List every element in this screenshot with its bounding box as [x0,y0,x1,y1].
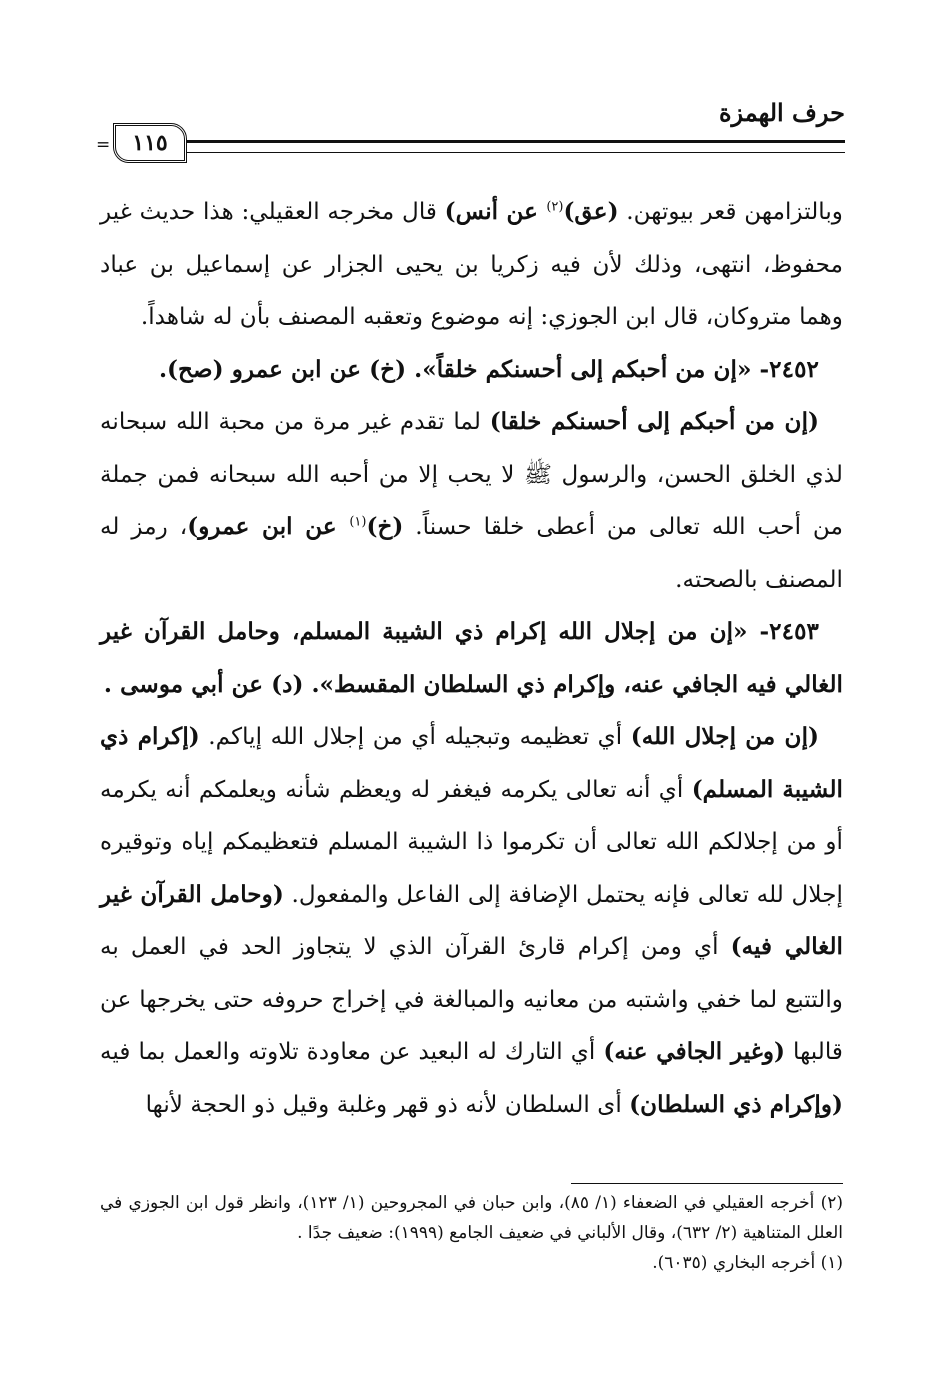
hadith-2453-commentary: (إن من إجلال الله) أي تعظيمه وتبجيله أي من إجلال الله إياكم. (إكرام ذي الشيبة المسلم) أي أنه تعالى يكرمه فيغفر له ويعظم شأنه ويعلمكم أنه يكرمه أو من إجلالكم الله تعالى أن تكرموا ذا الشيبة المسلم فتعظيمكم إياه وتوقيره إجلال لله تعالى فإنه يحتمل الإضافة إلى الفاعل والمفعول. (وحامل القرآن غير الغالي فيه) أي ومن إكرام قارئ القرآن الذي لا يتجاوز الحد في العمل به والتتبع لما خفي واشتبه من معانيه والمبالغة في إخراج حروفه حتى يخرجها عن قالبها (وغير الجافي عنه) أي التارك له البعيد عن معاودة تلاوته والعمل بما فيه (وإكرام ذي السلطان) أى السلطان لأنه ذو قهر وغلبة وقيل ذو الحجة لأنها [100,723,843,1118]
hadith-2452-heading: ٢٤٥٢- «إن من أحبكم إلى أحسنكم خلقاً». (خ) عن ابن عمرو (صح). [158,355,819,383]
footnote: (١) أخرجه البخاري (٦٠٣٥). [652,1253,843,1273]
footnotes [100,1188,843,1278]
paragraph-continuation: وبالتزامهن قعر بيوتهن. (عق)$^{(٢)}$ عن أنس) قال مخرجه العقيلي: هذا حديث غير محفوظ، انتهى، وذلك لأن فيه زكريا بن يحيى الجزار عن إسماعيل بن عباد وهما متروكان، قال ابن الجوزي: إنه موضوع وتعقبه المصنف بأن له شاهداً. [100,198,844,330]
header-mark: = [96,135,111,155]
header-rule [186,140,845,153]
hadith-2453-heading: ٢٤٥٣- «إن من إجلال الله إكرام ذي الشيبة المسلم، وحامل القرآن غير الغالي فيه الجافي عنه، وإكرام ذي السلطان المقسط». (د) عن أبي موسى . [100,618,843,698]
running-header-title: حرف الهمزة [718,98,845,127]
footnote-ref: (١) [349,514,367,530]
main-text [100,186,843,1131]
page-number: ١١٥ [113,123,187,163]
hadith-2452-commentary: (إن من أحبكم إلى أحسنكم خلقا) لما تقدم غير مرة من محبة الله سبحانه لذي الخلق الحسن، والرسول ﷺ لا يحب إلا من أحبه الله سبحانه فمن جملة من أحب الله تعالى من أعطى خلقا حسناً. (خ)$^{(١)}$ عن ابن عمرو)، رمز له المصنف بالصحته. [100,408,843,593]
footnote-ref: (٢) [546,199,564,215]
footnote: (٢) أخرجه العقيلي في الضعفاء (١/ ٨٥)، وابن حبان في المجروحين (١/ ١٢٣)، وانظر قول ابن الجوزي في العلل المتناهية (٢/ ٦٣٢)، وقال الألباني في ضعيف الجامع (١٩٩٩): ضعيف جدًا . [100,1193,843,1243]
footnote-separator [571,1183,843,1184]
